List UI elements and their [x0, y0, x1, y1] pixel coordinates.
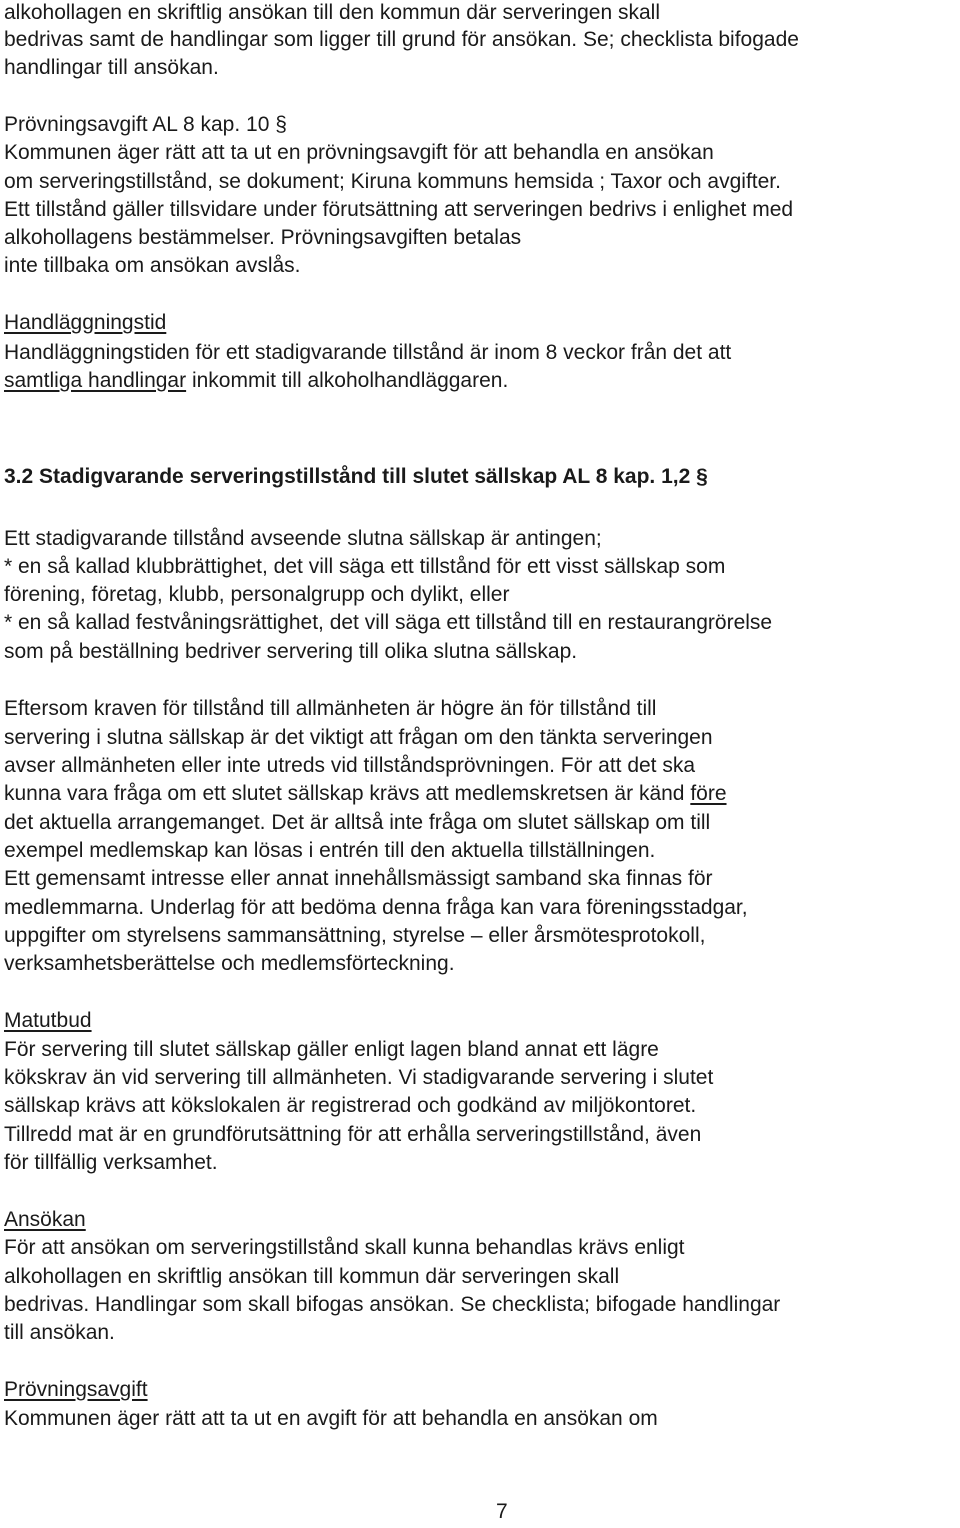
section-heading: Handläggningstid	[4, 311, 167, 334]
section-heading: 3.2 Stadigvarande serveringstillstånd till slutet sällskap AL 8 kap. 1,2 §	[4, 465, 708, 488]
text-line: Handläggningstiden för ett stadigvarande tillstånd är inom 8 veckor från det att	[4, 341, 732, 364]
text-line: bedrivas. Handlingar som skall bifogas ansökan. Se checklista; bifogade handlingar	[4, 1293, 781, 1316]
text-line: verksamhetsberättelse och medlemsförteckning.	[4, 952, 455, 975]
section-heading: Matutbud	[4, 1009, 92, 1032]
text-line: bedrivas samt de handlingar som ligger till grund för ansökan. Se; checklista bifogade	[4, 28, 799, 51]
text-line: inte tillbaka om ansökan avslås.	[4, 254, 301, 277]
text-line: För servering till slutet sällskap gäller enligt lagen bland annat ett lägre	[4, 1038, 659, 1061]
text-line: uppgifter om styrelsens sammansättning, styrelse – eller årsmötesprotokoll,	[4, 924, 706, 947]
text-line: om serveringstillstånd, se dokument; Kiruna kommuns hemsida ; Taxor och avgifter.	[4, 170, 781, 193]
text-line: Ett tillstånd gäller tillsvidare under förutsättning att serveringen bedrivs i enlighet med	[4, 198, 794, 221]
text-line: medlemmarna. Underlag för att bedöma denna fråga kan vara föreningsstadgar,	[4, 896, 748, 919]
text-line: kökskrav än vid servering till allmänheten. Vi stadigvarande servering i slutet	[4, 1066, 714, 1089]
underlined-text: före	[690, 782, 727, 805]
text-line: * en så kallad festvåningsrättighet, det vill säga ett tillstånd till en restaurangrörelse	[4, 611, 773, 634]
text-line: förening, företag, klubb, personalgrupp och dylikt, eller	[4, 583, 510, 606]
text-span: inkommit till alkoholhandläggaren.	[186, 369, 509, 392]
text-line: det aktuella arrangemanget. Det är alltså inte fråga om slutet sällskap om till	[4, 811, 711, 834]
text-line: för tillfällig verksamhet.	[4, 1151, 218, 1174]
text-line: Ett stadigvarande tillstånd avseende slutna sällskap är antingen;	[4, 527, 602, 550]
text-line: som på beställning bedriver servering till olika slutna sällskap.	[4, 640, 578, 663]
section-heading: Prövningsavgift AL 8 kap. 10 §	[4, 113, 287, 136]
text-line: alkohollagens bestämmelser. Prövningsavgiften betalas	[4, 226, 522, 249]
text-line: alkohollagen en skriftlig ansökan till kommun där serveringen skall	[4, 1265, 620, 1288]
text-line: Tillredd mat är en grundförutsättning för att erhålla serveringstillstånd, även	[4, 1123, 702, 1146]
section-heading: Prövningsavgift	[4, 1378, 148, 1401]
text-line: till ansökan.	[4, 1321, 115, 1344]
page-number: 7	[496, 1500, 508, 1523]
text-line: handlingar till ansökan.	[4, 56, 219, 79]
text-line: avser allmänheten eller inte utreds vid tillståndsprövningen. För att det ska	[4, 754, 696, 777]
text-line: servering i slutna sällskap är det viktigt att frågan om den tänkta serveringen	[4, 726, 713, 749]
text-line: alkohollagen en skriftlig ansökan till den kommun där serveringen skall	[4, 1, 661, 24]
text-line: För att ansökan om serveringstillstånd skall kunna behandlas krävs enligt	[4, 1236, 685, 1259]
text-span: kunna vara fråga om ett slutet sällskap krävs att medlemskretsen är känd	[4, 782, 691, 805]
text-line	[4, 781, 727, 807]
underlined-text: samtliga handlingar	[4, 369, 187, 392]
text-line: Eftersom kraven för tillstånd till allmänheten är högre än för tillstånd till	[4, 697, 657, 720]
text-line: Ett gemensamt intresse eller annat innehållsmässigt samband ska finnas för	[4, 867, 713, 890]
text-line: exempel medlemskap kan lösas i entrén till den aktuella tillställningen.	[4, 839, 656, 862]
text-line: * en så kallad klubbrättighet, det vill säga ett tillstånd för ett visst sällskap som	[4, 555, 726, 578]
text-line: Kommunen äger rätt att ta ut en prövningsavgift för att behandla en ansökan	[4, 141, 714, 164]
section-heading: Ansökan	[4, 1208, 86, 1231]
text-line: Kommunen äger rätt att ta ut en avgift för att behandla en ansökan om	[4, 1407, 658, 1430]
text-line: sällskap krävs att kökslokalen är registrerad och godkänd av miljökontoret.	[4, 1094, 697, 1117]
text-line	[4, 368, 508, 394]
